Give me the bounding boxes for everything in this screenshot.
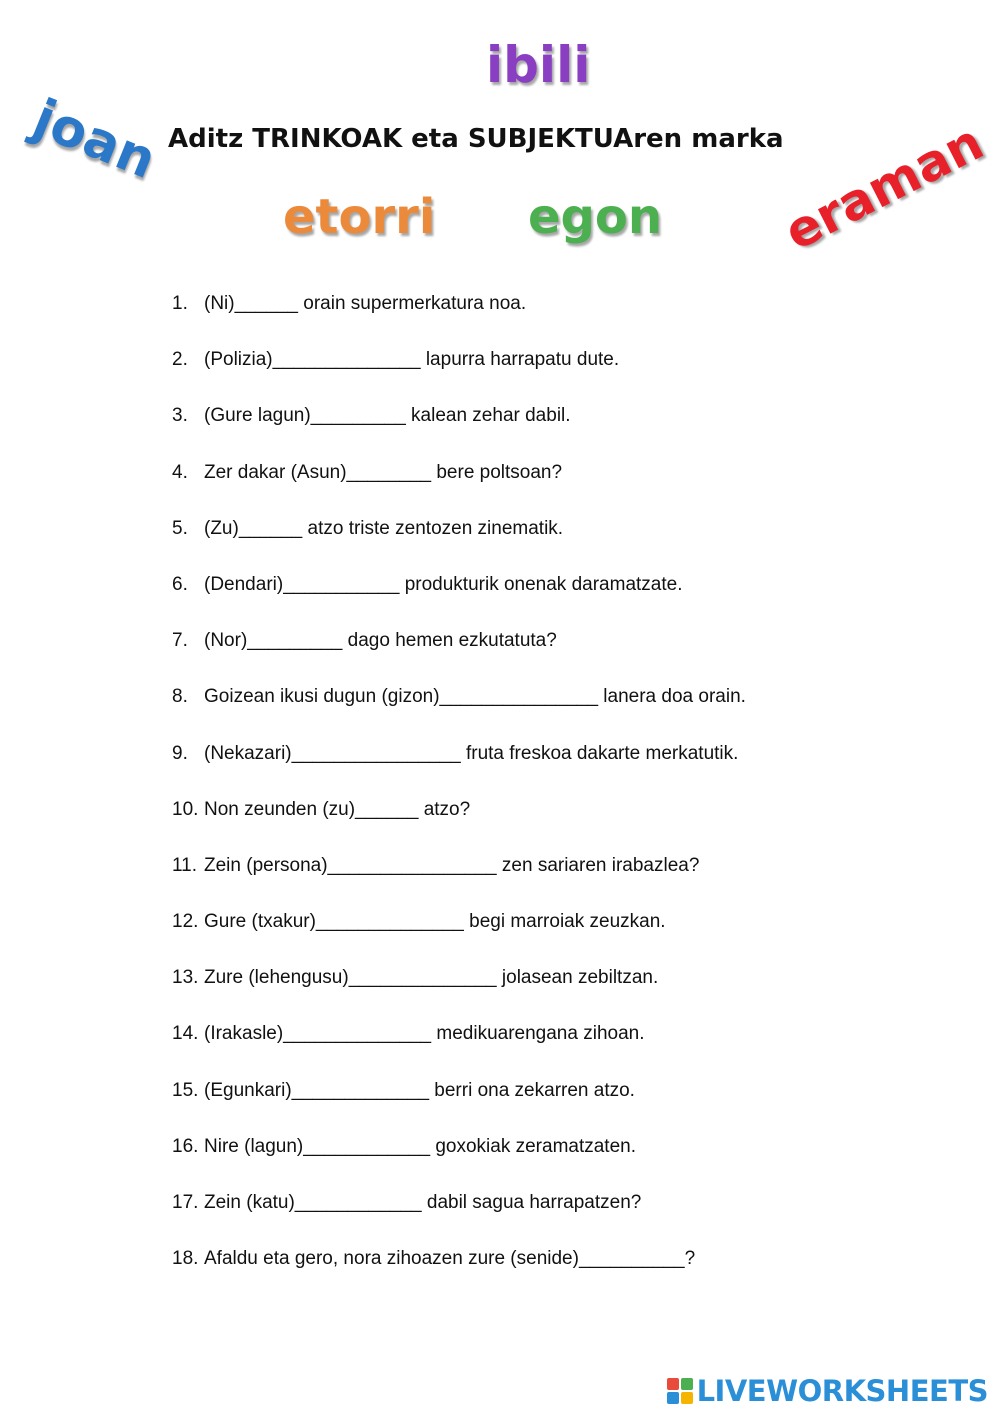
question-item xyxy=(172,1192,746,1248)
logo-square-yellow xyxy=(681,1392,693,1404)
question-text: Afaldu eta gero, nora zihoazen zure (senide)__________? xyxy=(204,1248,696,1270)
question-text: (Ni)______ orain supermerkatura noa. xyxy=(204,293,527,314)
question-text: (Dendari)___________ produkturik onenak daramatzate. xyxy=(204,573,683,595)
question-number: 18. xyxy=(172,1248,199,1270)
logo-square-blue xyxy=(667,1392,679,1404)
question-item xyxy=(172,462,746,518)
question-item xyxy=(172,1023,746,1079)
question-number: 1. xyxy=(172,293,188,314)
question-text: Zein (persona)________________ zen sariaren irabazlea? xyxy=(204,854,700,876)
question-number: 2. xyxy=(172,349,188,371)
verb-eraman: eraman xyxy=(775,112,993,262)
question-number: 15. xyxy=(172,1079,199,1101)
logo-grid-icon xyxy=(667,1378,693,1404)
question-number: 11. xyxy=(172,854,198,876)
liveworksheets-logo xyxy=(667,1374,988,1408)
question-text: Zein (katu)____________ dabil sagua harrapatzen? xyxy=(204,1192,642,1213)
question-item xyxy=(172,518,746,574)
question-item xyxy=(172,967,746,1023)
verb-etorri: etorri xyxy=(283,189,436,245)
verb-ibili: ibili xyxy=(486,36,591,94)
question-number: 6. xyxy=(172,573,188,595)
verb-joan: joan xyxy=(25,88,165,191)
question-item xyxy=(172,574,746,630)
question-number: 4. xyxy=(172,461,188,483)
question-item xyxy=(172,911,746,967)
question-number: 5. xyxy=(172,517,188,539)
question-number: 13. xyxy=(172,967,199,989)
question-text: Gure (txakur)______________ begi marroiak zeuzkan. xyxy=(204,911,666,933)
question-item xyxy=(172,405,746,461)
question-item xyxy=(172,349,746,405)
question-list xyxy=(172,293,746,1304)
question-number: 16. xyxy=(172,1135,199,1157)
question-number: 14. xyxy=(172,1023,199,1045)
question-item xyxy=(172,630,746,686)
question-text: (Egunkari)_____________ berri ona zekarren atzo. xyxy=(204,1079,635,1101)
question-text: Zure (lehengusu)______________ jolasean zebiltzan. xyxy=(204,967,659,989)
logo-text: LIVEWORKSHEETS xyxy=(696,1374,988,1408)
logo-square-green xyxy=(681,1378,693,1390)
question-text: (Gure lagun)_________ kalean zehar dabil. xyxy=(204,405,571,427)
question-item xyxy=(172,1080,746,1136)
page-title: Aditz TRINKOAK eta SUBJEKTUAren marka xyxy=(168,124,784,154)
question-text: Zer dakar (Asun)________ bere poltsoan? xyxy=(204,461,563,483)
logo-square-red xyxy=(667,1378,679,1390)
question-text: Goizean ikusi dugun (gizon)_______________ lanera doa orain. xyxy=(204,686,746,708)
question-item xyxy=(172,293,746,349)
question-item xyxy=(172,1136,746,1192)
question-text: Nire (lagun)____________ goxokiak zeramatzaten. xyxy=(204,1135,636,1157)
question-text: (Nekazari)________________ fruta freskoa dakarte merkatutik. xyxy=(204,742,739,764)
question-number: 8. xyxy=(172,686,188,708)
question-item xyxy=(172,1248,746,1304)
question-number: 3. xyxy=(172,405,188,427)
question-number: 7. xyxy=(172,630,188,652)
question-item xyxy=(172,799,746,855)
question-text: (Nor)_________ dago hemen ezkutatuta? xyxy=(204,630,557,652)
question-item xyxy=(172,855,746,911)
question-number: 10. xyxy=(172,798,199,820)
question-number: 12. xyxy=(172,911,199,933)
question-text: Non zeunden (zu)______ atzo? xyxy=(204,798,471,820)
question-number: 9. xyxy=(172,742,188,764)
verb-egon: egon xyxy=(528,189,663,245)
question-item xyxy=(172,686,746,742)
question-text: (Irakasle)______________ medikuarengana zihoan. xyxy=(204,1023,645,1045)
question-text: (Zu)______ atzo triste zentozen zinematik. xyxy=(204,517,564,539)
question-number: 17. xyxy=(172,1192,199,1213)
question-text: (Polizia)______________ lapurra harrapatu dute. xyxy=(204,349,620,371)
question-item xyxy=(172,743,746,799)
